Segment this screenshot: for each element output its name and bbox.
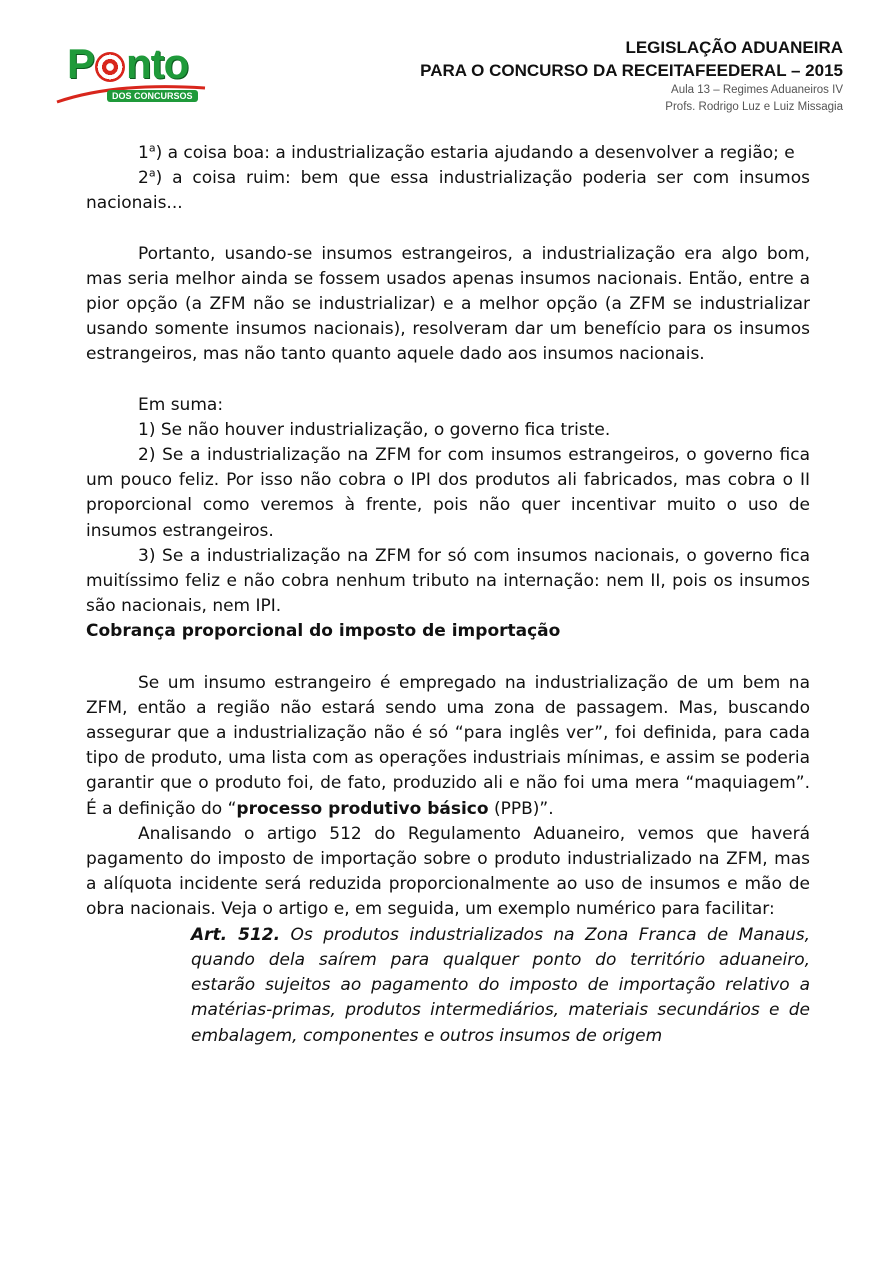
logo-wordmark: P nto bbox=[67, 40, 189, 87]
header-course-title: LEGISLAÇÃO ADUANEIRA bbox=[625, 38, 843, 57]
document-body bbox=[86, 141, 810, 1049]
section-heading: Cobrança proporcional do imposto de importação bbox=[86, 621, 561, 642]
paragraph-item-1: 1$^a$) a coisa boa: a industrialização estaria ajudando a desenvolver a região; e bbox=[138, 141, 795, 163]
logo bbox=[55, 40, 215, 106]
article-quote: Art. 512. Os produtos industrializados na Zona Franca de Manaus, quando dela saírem para qualquer ponto do território aduaneiro, estarão sujeitos ao pagamento do imposto de importação relativo a matérias-primas, produtos intermediários, materiais secundários e de embalagem, componentes e outros insumos de origem bbox=[191, 924, 810, 1046]
page-header bbox=[420, 36, 843, 116]
header-course-subtitle: PARA O CONCURSO DA RECEITAFEEDERAL – 2015 bbox=[420, 61, 843, 80]
paragraph-analisando: Analisando o artigo 512 do Regulamento Aduaneiro, vemos que haverá pagamento do imposto de importação sobre o produto industrializado na ZFM, mas a alíquota incidente será reduzida proporcionalmente ao uso de insumos e mão de obra nacionais. Veja o artigo e, em seguida, um exemplo numérico para facilitar: bbox=[86, 823, 810, 920]
paragraph-item-2: 2$^a$) a coisa ruim: bem que essa industrialização poderia ser com insumos nacionais... bbox=[86, 166, 810, 214]
paragraph-portanto: Portanto, usando-se insumos estrangeiros, a industrialização era algo bom, mas seria melhor ainda se fossem usados apenas insumos nacionais. Então, entre a pior opção (a ZFM não se industrializar) e a melhor opção (a ZFM se industrializar usando somente insumos nacionais), resolveram dar um benefício para os insumos estrangeiros, mas não tanto quanto aquele dado aos insumos nacionais. bbox=[86, 243, 810, 365]
paragraph-insumo: Se um insumo estrangeiro é empregado na industrialização de um bem na ZFM, então a região não estará sendo uma zona de passagem. Mas, buscando assegurar que a industrialização não é só “para inglês ver”, foi definida, para cada tipo de produto, uma lista com as operações industriais mínimas, e assim se poderia garantir que o produto foi, de fato, produzido ali e não foi uma mera “maquiagem”. É a definição do “processo produtivo básico (PPB)”. bbox=[86, 672, 810, 819]
logo-subtitle: DOS CONCURSOS bbox=[107, 90, 198, 102]
target-icon bbox=[95, 52, 125, 82]
list-item-suma-2: 2) Se a industrialização na ZFM for com insumos estrangeiros, o governo fica um pouco feliz. Por isso não cobra o IPI dos produtos ali fabricados, mas cobra o II proporcional como veremos à frente, pois não quer incentivar muito o uso de insumos estrangeiros. bbox=[86, 445, 810, 541]
list-item-suma-1: 1) Se não houver industrialização, o governo fica triste. bbox=[138, 419, 611, 440]
list-item-suma-3: 3) Se a industrialização na ZFM for só com insumos nacionais, o governo fica muitíssimo feliz e não cobra nenhum tributo na internação: nem II, pois os insumos são nacionais, nem IPI. bbox=[86, 545, 810, 617]
paragraph-em-suma: Em suma: bbox=[138, 394, 224, 415]
header-lesson: Aula 13 – Regimes Aduaneiros IV bbox=[671, 84, 843, 96]
header-professors: Profs. Rodrigo Luz e Luiz Missagia bbox=[665, 101, 843, 113]
